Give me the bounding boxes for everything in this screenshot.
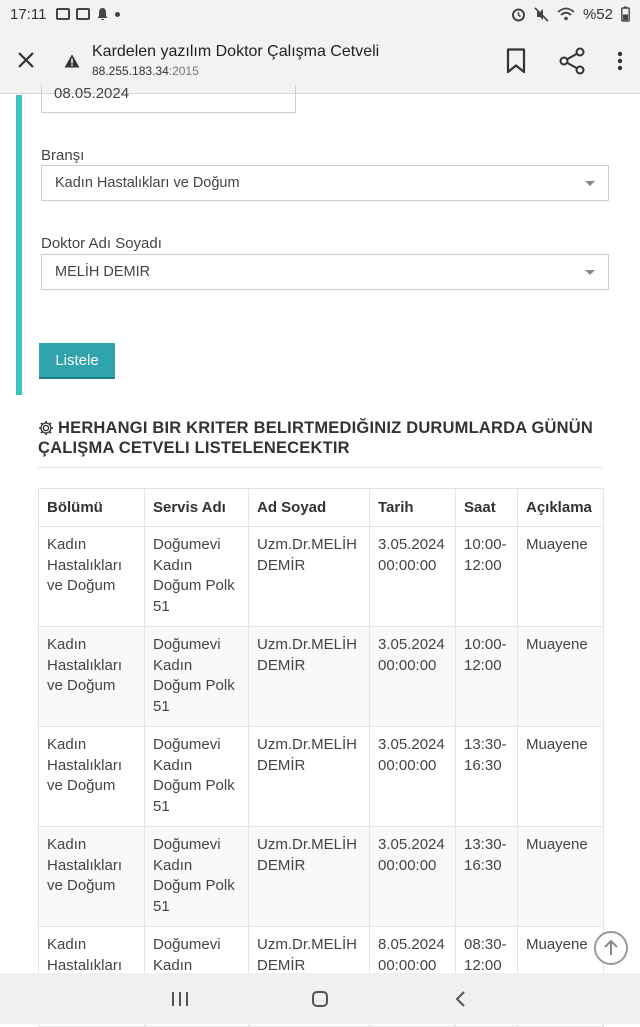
cell-servis-adi: Doğumevi Kadın [145,927,249,1027]
doctor-label: Doktor Adı Soyadı [41,235,162,252]
doctor-select[interactable] [41,254,609,290]
page-title: Kardelen yazılım Doktor Çalışma Cetveli [92,43,380,60]
cell-tarih: 3.05.2024 00:00:00 [370,527,456,627]
cell-servis-adi: Doğumevi Kadın Doğum Polk 51 [145,627,249,727]
schedule-table [38,488,604,1027]
header-saat[interactable]: Saat [456,489,518,527]
chevron-down-icon [585,181,595,186]
cell-servis-adi: Doğumevi Kadın Doğum Polk 51 [145,827,249,927]
battery-icon [621,6,630,22]
cell-tarih: 3.05.2024 00:00:00 [370,727,456,827]
table-row [39,527,604,627]
share-icon [558,47,586,75]
cell-bolumu: Kadın Hastalıkları [39,927,145,1027]
warning-icon [64,54,80,68]
table-row [39,627,604,727]
more-vertical-icon [617,51,623,71]
cell-tarih: 3.05.2024 00:00:00 [370,827,456,927]
cell-ad-soyad: Uzm.Dr.MELİH DEMİR [249,627,370,727]
doctor-select-value: MELİH DEMIR [55,264,151,280]
cell-ad-soyad: Uzm.Dr.MELİH DEMİR [249,727,370,827]
cell-saat: 13:30-16:30 [456,827,518,927]
scroll-to-top-button[interactable] [594,931,628,965]
bell-icon [96,7,109,21]
branch-label: Branşı [41,147,85,164]
cell-servis-adi: Doğumevi Kadın Doğum Polk 51 [145,527,249,627]
back-icon [454,990,466,1008]
app-notification-icon [76,8,90,20]
cell-aciklama: Muayene [518,927,604,1027]
share-button[interactable] [544,47,600,75]
cell-tarih: 8.05.2024 00:00:00 [370,927,456,1027]
cell-bolumu: Kadın Hastalıkları ve Doğum [39,627,145,727]
cell-aciklama: Muayene [518,727,604,827]
back-button[interactable] [445,984,475,1014]
wifi-icon [557,7,575,21]
header-bolumu[interactable]: Bölümü [39,489,145,527]
system-navigation-bar [0,973,640,1024]
cell-bolumu: Kadın Hastalıkları ve Doğum [39,527,145,627]
cell-ad-soyad: Uzm.Dr.MELİH DEMİR [249,827,370,927]
cell-aciklama: Muayene [518,627,604,727]
gear-icon [38,420,54,436]
header-aciklama[interactable]: Açıklama [518,489,604,527]
cell-bolumu: Kadın Hastalıkları ve Doğum [39,827,145,927]
page-url [92,64,488,78]
table-header-row [39,489,604,527]
table-row [39,827,604,927]
more-options-button[interactable] [600,51,640,71]
divider [38,467,602,468]
close-icon [17,51,35,69]
cell-tarih: 3.05.2024 00:00:00 [370,627,456,727]
recent-apps-icon [171,991,189,1007]
form-accent-bar [16,95,22,395]
url-port: :2015 [168,64,199,78]
header-servis-adi[interactable]: Servis Adı [145,489,249,527]
cell-aciklama: Muayene [518,527,604,627]
cell-servis-adi: Doğumevi Kadın Doğum Polk 51 [145,727,249,827]
close-button[interactable] [0,45,52,76]
table-row [39,727,604,827]
recent-apps-button[interactable] [165,984,195,1014]
page-title-area[interactable] [92,43,488,78]
chevron-down-icon [585,270,595,275]
page-content [0,85,640,974]
security-indicator[interactable] [52,54,92,68]
cell-bolumu: Kadın Hastalıkları ve Doğum [39,727,145,827]
cell-saat: 08:30-12:00 [456,927,518,1027]
gallery-notification-icon [56,8,70,20]
alarm-icon [511,7,526,22]
header-tarih[interactable]: Tarih [370,489,456,527]
cell-saat: 13:30-16:30 [456,727,518,827]
cell-ad-soyad: Uzm.Dr.MELİH DEMİR [249,527,370,627]
url-host: 88.255.183.34 [92,64,169,78]
home-icon [311,990,329,1008]
bookmark-icon [506,48,526,74]
branch-select[interactable] [41,165,609,201]
status-bar [0,0,640,28]
home-button[interactable] [305,984,335,1014]
cell-ad-soyad: Uzm.Dr.MELİH DEMİR [249,927,370,1027]
arrow-up-icon [603,939,619,957]
cell-aciklama: Muayene [518,827,604,927]
bookmark-button[interactable] [488,48,544,74]
battery-level: %52 [582,5,613,23]
listele-button[interactable]: Listele [39,343,115,379]
more-notifications-icon [115,12,120,17]
cell-saat: 10:00-12:00 [456,627,518,727]
status-time: 17:11 [10,5,47,23]
header-ad-soyad[interactable]: Ad Soyad [249,489,370,527]
notice-heading [38,418,608,458]
cell-saat: 10:00-12:00 [456,527,518,627]
date-input[interactable]: 08.05.2024 [41,85,296,113]
notice-text: HERHANGI BIR KRITER BELIRTMEDIĞINIZ DURUMLARDA GÜNÜN ÇALIŞMA CETVELI LISTELENECEKTIR [38,419,594,457]
branch-select-value: Kadın Hastalıkları ve Doğum [55,175,240,191]
mute-icon [534,7,549,22]
